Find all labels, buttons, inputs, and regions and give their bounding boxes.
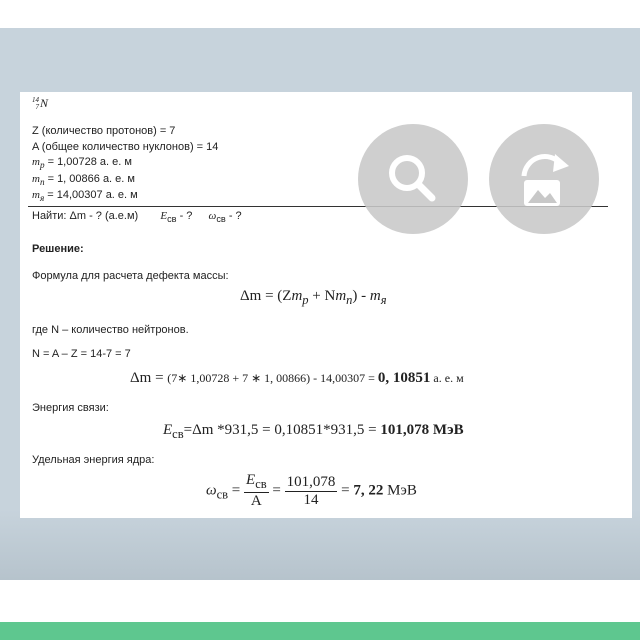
element-symbol: N bbox=[40, 96, 49, 110]
rotate-image-button[interactable] bbox=[489, 124, 599, 234]
top-strip bbox=[0, 0, 640, 28]
given-proton-mass: $m_p = 1,00728$ а. е. м bbox=[32, 156, 132, 171]
fraction-energy-over-a: $\frac{E_{св}}{A}$ bbox=[246, 472, 267, 509]
neutron-count: N = A – Z = 14-7 = 7 bbox=[32, 348, 131, 360]
find-line: Найти: Δm - ? (а.е.м) $E_{св}$ - ? $\omega_{св}$ - ? bbox=[32, 210, 242, 225]
fraction-numeric: $\frac{101,078}{14}$ bbox=[286, 473, 336, 508]
mass-number: 14 bbox=[32, 96, 39, 105]
given-neutron-mass: $m_n = 1$, 00866 а. е. м bbox=[32, 173, 135, 188]
atomic-number: 7 bbox=[35, 103, 39, 112]
binding-energy-caption: Энергия связи: bbox=[32, 402, 109, 414]
rotate-image-icon bbox=[489, 124, 599, 234]
specific-energy-calculation: $\omega_{св}$ = $\frac{E_{св}}{A}$ = $\frac{101,078}{14}$ = 7, 22 МэВ bbox=[206, 472, 417, 509]
accent-bar bbox=[0, 622, 640, 640]
mass-defect-calculation: Δm = (7∗ 1,00728 + 7 ∗ 1, 00866) - 14,00307 = 0, 10851 а. е. м bbox=[130, 370, 464, 386]
binding-energy-calculation: $E_{св}=\Delta m$ *931,5 = 0,10851*931,5 = 101,078 МэВ bbox=[163, 422, 464, 441]
given-nucleus-mass: $m_я = 14,00307$ а. е. м bbox=[32, 189, 138, 204]
specific-energy-caption: Удельная энергия ядра: bbox=[32, 454, 155, 466]
nuclide-symbol bbox=[32, 96, 48, 111]
defect-caption: Формула для расчета дефекта массы: bbox=[32, 270, 229, 282]
defect-formula: $\Delta m = (Zm_p + Nm_n) - m_я$ bbox=[240, 288, 387, 307]
search-button[interactable] bbox=[358, 124, 468, 234]
given-nucleons: A (общее количество нуклонов) = 14 bbox=[32, 141, 219, 153]
specific-energy-result: 7, 22 bbox=[353, 482, 384, 499]
search-icon bbox=[358, 124, 468, 234]
mass-defect-result: 0, 10851 bbox=[377, 370, 431, 386]
bottom-band bbox=[0, 580, 640, 622]
solution-heading: Решение: bbox=[32, 243, 84, 255]
where-text: где N – количество нейтронов. bbox=[32, 324, 189, 336]
given-protons: Z (количество протонов) = 7 bbox=[32, 125, 176, 137]
binding-energy-result: 101,078 МэВ bbox=[380, 422, 464, 438]
